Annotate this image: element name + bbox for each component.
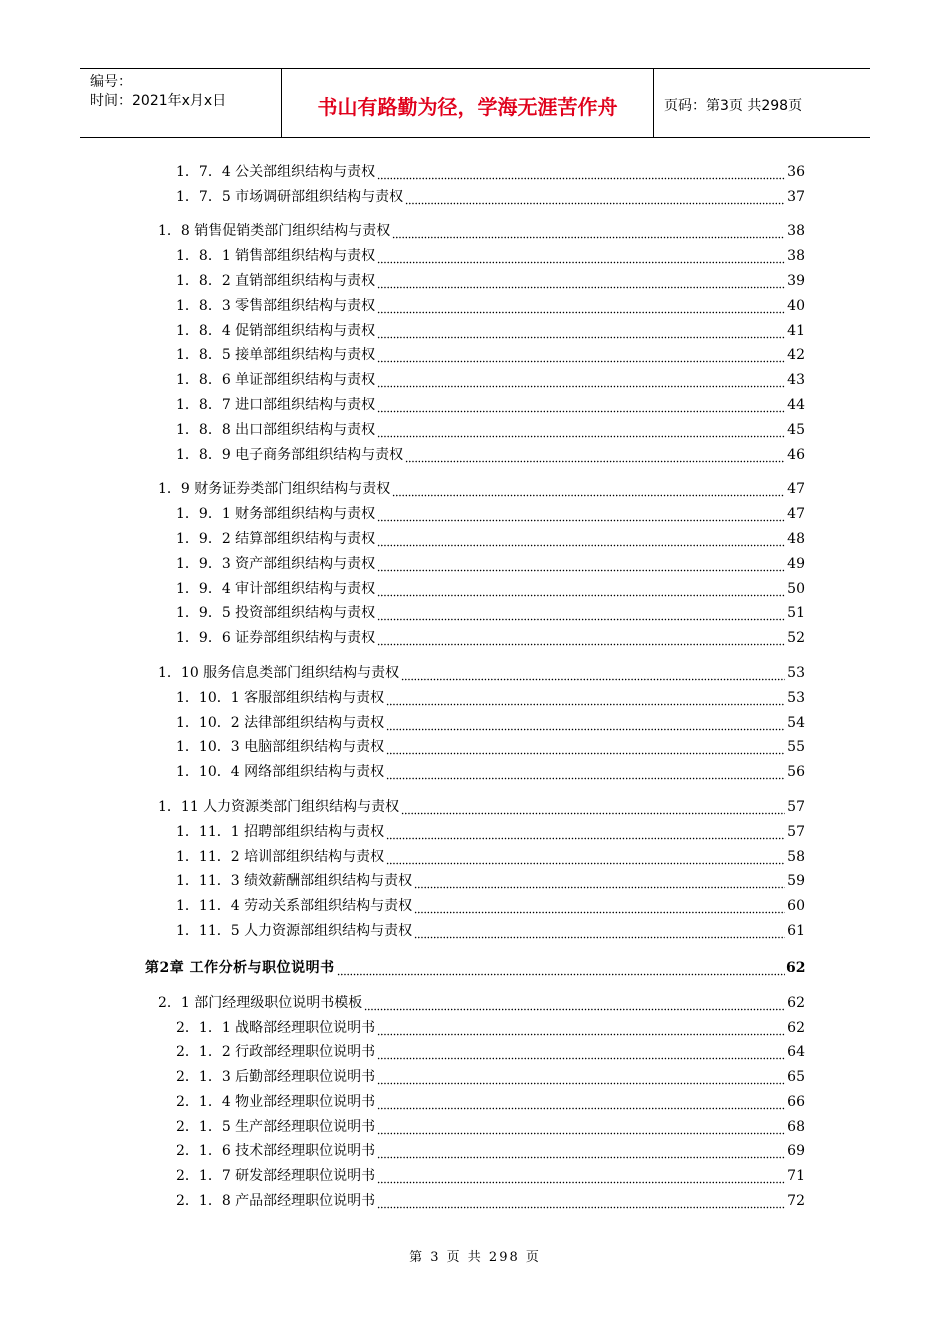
- toc-entry-page: 50: [787, 580, 805, 597]
- toc-entry[interactable]: [176, 241, 805, 266]
- toc-entry-label: 1．11．5 人力资源部组织结构与责权: [176, 922, 413, 939]
- toc-entry-label: 2．1．2 行政部经理职位说明书: [176, 1044, 376, 1061]
- dot-leader: [337, 958, 785, 978]
- toc-entry-label: 1．9．4 审计部组织结构与责权: [176, 580, 376, 597]
- dot-leader: [364, 993, 785, 1013]
- dot-leader: [401, 663, 785, 683]
- dot-leader: [377, 504, 785, 524]
- dot-leader: [377, 370, 785, 390]
- toc-entry-page: 49: [787, 555, 805, 572]
- dot-leader: [377, 296, 785, 316]
- toc-entry-page: 53: [787, 689, 805, 706]
- dot-leader: [414, 871, 785, 891]
- toc-entry-page: 38: [787, 248, 805, 265]
- dot-leader: [392, 221, 785, 241]
- dot-leader: [405, 187, 785, 207]
- toc-entry-label: 1．7．5 市场调研部组织结构与责权: [176, 188, 404, 205]
- toc-entry[interactable]: [176, 599, 805, 624]
- toc-entry-page: 66: [787, 1093, 805, 1110]
- dot-leader: [386, 847, 785, 867]
- toc-entry[interactable]: [176, 1062, 805, 1087]
- dot-leader: [377, 1117, 785, 1137]
- toc-entry-page: 52: [787, 630, 805, 647]
- toc-entry-label: 1．9．2 结算部组织结构与责权: [176, 530, 376, 547]
- toc-entry-page: 71: [787, 1168, 805, 1185]
- dot-leader: [377, 246, 785, 266]
- dot-leader: [386, 822, 785, 842]
- page-footer: 第 3 页 共 298 页: [409, 1250, 541, 1265]
- toc-entry-page: 62: [787, 1019, 805, 1036]
- dot-leader: [377, 420, 785, 440]
- toc-entry-page: 62: [786, 959, 806, 976]
- toc-entry-page: 38: [787, 223, 805, 240]
- dot-leader: [405, 445, 785, 465]
- toc-entry[interactable]: [176, 842, 805, 867]
- page-header: [80, 68, 870, 138]
- toc-entry-page: 57: [787, 798, 805, 815]
- dot-leader: [377, 554, 785, 574]
- toc-entry-label: 2．1．8 产品部经理职位说明书: [176, 1193, 376, 1210]
- toc-entry-label: 1．8．3 零售部组织结构与责权: [176, 297, 376, 314]
- dot-leader: [414, 896, 785, 916]
- toc-entry-page: 57: [787, 823, 805, 840]
- toc-entry-label: 1．8．4 促销部组织结构与责权: [176, 322, 376, 339]
- dot-leader: [377, 1166, 785, 1186]
- toc-entry-label: 1．11．3 绩效薪酬部组织结构与责权: [176, 873, 413, 890]
- toc-entry-label: 1．8．2 直销部组织结构与责权: [176, 272, 376, 289]
- toc-entry[interactable]: [176, 733, 805, 758]
- dot-leader: [377, 1042, 785, 1062]
- header-page-info: 页码：第3页 共298页: [664, 98, 803, 114]
- dot-leader: [377, 1067, 785, 1087]
- toc-entry-label: 1．11．1 招聘部组织结构与责权: [176, 823, 385, 840]
- toc-entry[interactable]: [176, 867, 805, 892]
- toc-entry[interactable]: [158, 658, 805, 683]
- toc-entry[interactable]: [176, 415, 805, 440]
- toc-entry-page: 53: [787, 664, 805, 681]
- table-of-contents: [0, 157, 950, 1211]
- toc-entry-label: 1．11．2 培训部组织结构与责权: [176, 848, 385, 865]
- toc-entry-label: 1．10．2 法律部组织结构与责权: [176, 714, 385, 731]
- toc-entry-page: 37: [787, 188, 805, 205]
- dot-leader: [377, 345, 785, 365]
- dot-leader: [401, 797, 785, 817]
- toc-entry[interactable]: [176, 365, 805, 390]
- toc-entry-label: 第2章 工作分析与职位说明书: [145, 959, 335, 976]
- toc-entry-page: 47: [787, 481, 805, 498]
- toc-entry[interactable]: [176, 683, 805, 708]
- toc-entry-page: 64: [787, 1044, 805, 1061]
- dot-leader: [377, 529, 785, 549]
- toc-entry-page: 40: [787, 297, 805, 314]
- dot-leader: [377, 1018, 785, 1038]
- dot-leader: [377, 603, 785, 623]
- toc-entry-page: 42: [787, 347, 805, 364]
- toc-entry-label: 1．9 财务证券类部门组织结构与责权: [158, 481, 391, 498]
- toc-entry[interactable]: [176, 757, 805, 782]
- dot-leader: [386, 762, 785, 782]
- toc-entry-page: 41: [787, 322, 805, 339]
- dot-leader: [377, 271, 785, 291]
- toc-entry[interactable]: [176, 916, 805, 941]
- toc-entry-label: 1．7．4 公关部组织结构与责权: [176, 163, 376, 180]
- toc-entry-label: 1．8．7 进口部组织结构与责权: [176, 396, 376, 413]
- dot-leader: [377, 321, 785, 341]
- toc-entry-page: 48: [787, 530, 805, 547]
- toc-entry-label: 2．1．5 生产部经理职位说明书: [176, 1118, 376, 1135]
- toc-entry[interactable]: [158, 792, 805, 817]
- toc-entry-label: 1．9．3 资产部组织结构与责权: [176, 555, 376, 572]
- header-slogan: 书山有路勤为径，学海无涯苦作舟: [281, 69, 654, 137]
- toc-entry[interactable]: [176, 623, 805, 648]
- toc-entry[interactable]: [176, 1186, 805, 1211]
- toc-entry[interactable]: [176, 1137, 805, 1162]
- dot-leader: [386, 737, 785, 757]
- toc-entry-label: 1．9．5 投资部组织结构与责权: [176, 605, 376, 622]
- toc-entry[interactable]: [176, 182, 805, 207]
- toc-entry-page: 60: [787, 898, 805, 915]
- toc-entry-page: 58: [787, 848, 805, 865]
- doc-time-label: 时间：2021年x月x日: [90, 93, 227, 109]
- toc-entry-page: 69: [787, 1143, 805, 1160]
- toc-entry-label: 2．1．4 物业部经理职位说明书: [176, 1093, 376, 1110]
- toc-entry[interactable]: [176, 390, 805, 415]
- toc-entry-page: 46: [787, 446, 805, 463]
- toc-entry-label: 2．1．6 技术部经理职位说明书: [176, 1143, 376, 1160]
- toc-entry[interactable]: [176, 157, 805, 182]
- toc-entry-label: 1．11．4 劳动关系部组织结构与责权: [176, 898, 413, 915]
- toc-entry-page: 72: [787, 1193, 805, 1210]
- toc-entry-page: 51: [787, 605, 805, 622]
- toc-entry[interactable]: [176, 1112, 805, 1137]
- dot-leader: [377, 628, 785, 648]
- dot-leader: [392, 479, 785, 499]
- dot-leader: [377, 395, 785, 415]
- toc-entry[interactable]: [176, 266, 805, 291]
- dot-leader: [377, 1141, 785, 1161]
- toc-entry-label: 1．8．8 出口部组织结构与责权: [176, 421, 376, 438]
- dot-leader: [377, 1092, 785, 1112]
- toc-entry-label: 1．11 人力资源类部门组织结构与责权: [158, 798, 400, 815]
- toc-entry-label: 2．1．3 后勤部经理职位说明书: [176, 1069, 376, 1086]
- toc-entry-label: 1．8．6 单证部组织结构与责权: [176, 372, 376, 389]
- dot-leader: [414, 921, 785, 941]
- toc-entry-page: 36: [787, 163, 805, 180]
- toc-entry-label: 1．8．5 接单部组织结构与责权: [176, 347, 376, 364]
- toc-entry-label: 1．9．1 财务部组织结构与责权: [176, 506, 376, 523]
- toc-entry[interactable]: [158, 475, 805, 500]
- toc-entry-label: 1．10．1 客服部组织结构与责权: [176, 689, 385, 706]
- dot-leader: [386, 713, 785, 733]
- toc-entry-page: 62: [787, 994, 805, 1011]
- toc-entry-label: 1．10．3 电脑部组织结构与责权: [176, 739, 385, 756]
- toc-entry[interactable]: [176, 891, 805, 916]
- toc-chapter-entry[interactable]: [145, 952, 805, 978]
- toc-entry-page: 47: [787, 506, 805, 523]
- toc-entry-page: 39: [787, 272, 805, 289]
- toc-entry-page: 43: [787, 372, 805, 389]
- toc-entry[interactable]: [176, 1161, 805, 1186]
- toc-entry[interactable]: [176, 499, 805, 524]
- toc-entry-label: 1．8．1 销售部组织结构与责权: [176, 248, 376, 265]
- toc-entry[interactable]: [176, 524, 805, 549]
- toc-entry-page: 44: [787, 396, 805, 413]
- toc-entry[interactable]: [176, 1087, 805, 1112]
- toc-entry-label: 1．9．6 证券部组织结构与责权: [176, 630, 376, 647]
- toc-entry-page: 59: [787, 873, 805, 890]
- toc-entry-label: 1．10．4 网络部组织结构与责权: [176, 764, 385, 781]
- toc-entry[interactable]: [176, 1013, 805, 1038]
- toc-entry-page: 61: [787, 922, 805, 939]
- toc-entry[interactable]: [176, 291, 805, 316]
- toc-entry[interactable]: [176, 549, 805, 574]
- toc-entry[interactable]: [176, 1038, 805, 1063]
- dot-leader: [377, 1191, 785, 1211]
- doc-number-label: 编号：: [90, 74, 132, 90]
- toc-entry-page: 45: [787, 421, 805, 438]
- toc-entry-label: 1．8 销售促销类部门组织结构与责权: [158, 223, 391, 240]
- toc-entry[interactable]: [176, 817, 805, 842]
- toc-entry[interactable]: [176, 708, 805, 733]
- toc-entry[interactable]: [158, 217, 805, 242]
- toc-entry-label: 1．10 服务信息类部门组织结构与责权: [158, 664, 400, 681]
- toc-entry-page: 55: [787, 739, 805, 756]
- toc-entry[interactable]: [176, 440, 805, 465]
- toc-entry-label: 1．8．9 电子商务部组织结构与责权: [176, 446, 404, 463]
- toc-entry[interactable]: [158, 988, 805, 1013]
- toc-entry-page: 65: [787, 1069, 805, 1086]
- toc-entry-page: 54: [787, 714, 805, 731]
- dot-leader: [386, 688, 785, 708]
- dot-leader: [377, 162, 785, 182]
- dot-leader: [377, 579, 785, 599]
- toc-entry-page: 68: [787, 1118, 805, 1135]
- toc-entry[interactable]: [176, 341, 805, 366]
- toc-entry-label: 2．1．1 战略部经理职位说明书: [176, 1019, 376, 1036]
- toc-entry-label: 2．1 部门经理级职位说明书模板: [158, 994, 363, 1011]
- header-meta: [80, 69, 281, 137]
- toc-entry-page: 56: [787, 764, 805, 781]
- toc-entry[interactable]: [176, 574, 805, 599]
- toc-entry[interactable]: [176, 316, 805, 341]
- toc-entry-label: 2．1．7 研发部经理职位说明书: [176, 1168, 376, 1185]
